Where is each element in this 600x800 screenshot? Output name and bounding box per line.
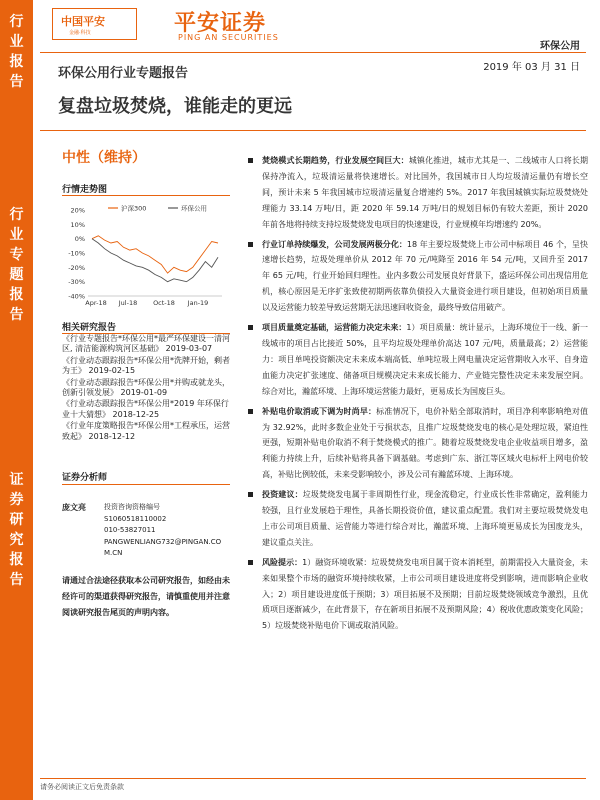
analyst-detail-line: 010-53827011	[104, 526, 156, 534]
analyst-detail-line: PANGWENLIANG732@PINGAN.CO	[104, 537, 222, 546]
bullet-icon	[248, 242, 253, 247]
y-tick-label: 10%	[70, 220, 85, 229]
x-tick-label: Oct-18	[153, 299, 175, 307]
bullet-icon	[248, 409, 253, 414]
body-paragraph	[248, 487, 588, 551]
side-char: 报	[9, 552, 24, 568]
report-body	[248, 153, 588, 638]
paragraph-lead: 焚烧模式长期趋势，行业发展空间巨大：	[262, 156, 409, 165]
related-report-item: 《行业专题报告*环保公用*最严环保建设一清河区, 清洁能源构筑河区基础》 2019-03-07	[62, 334, 230, 354]
paragraph-lead: 项目质量奠定基础，运营能力决定未来：	[262, 323, 407, 333]
paragraph-lead: 补贴电价取消或下调为时尚早：	[262, 406, 377, 416]
side-char: 报	[9, 54, 24, 70]
related-reports-label: 相关研究报告	[62, 323, 117, 333]
report-date: 2019 年 03 月 31 日	[483, 62, 580, 73]
analyst-rule	[62, 484, 230, 485]
side-char: 题	[9, 267, 24, 283]
paragraph-lead: 风险提示：	[262, 557, 303, 567]
related-report-item: 《行业年度策略报告*环保公用*工程承压，运营致起》 2018-12-12	[62, 421, 230, 441]
analyst-details	[104, 502, 244, 560]
bullet-icon	[248, 325, 253, 330]
paragraph-text: 18 年主要垃圾焚烧上市公司中标项目 46 个，呈快速增长趋势，垃圾处理单价从 2012 年 70 元/吨降至 2016 年 54 元/吨，又回升至 2017 年 65 元/吨，行业开始回归理性。业内多数公司发展良好背景下，盛运环保公司出现信用危机，核心原因是无序扩张致使初期两依靠负债投入大量资金进行项目建设，但初始项目质量以及运营能力较差导致运营期无法迅速回收资金，最终导致信用破产。	[262, 239, 588, 313]
header-rule	[40, 52, 586, 53]
y-tick-label: -20%	[68, 263, 85, 272]
side-label-topic-report	[0, 205, 33, 325]
pingan-logo-badge	[52, 8, 137, 40]
side-char: 报	[9, 287, 24, 303]
side-char: 业	[9, 227, 24, 243]
page-title: 复盘垃圾焚烧，谁能走的更远	[58, 96, 292, 117]
paragraph-text: 1）融资环境收紧：垃圾焚烧发电项目属于资本消耗型，前期需投入大量资金，未来如果整个市场的融资环境持续收紧，上市公司项目建设进度将受到影响，进而影响企业收入；2）项目建设进度低于预期；3）项目拓展不及预期；目前垃圾焚烧领域竞争激烈，且优质项目逐渐减少，在此背景下，存在新项目拓展不及预期风险；4）税收优惠政策变化风险；5）垃圾焚烧补贴电价下调或取消风险。	[262, 557, 589, 631]
side-label-securities-research	[0, 470, 33, 590]
bullet-icon	[248, 492, 253, 497]
side-char: 证	[9, 472, 24, 488]
paragraph-text: 1）项目质量：统计显示，上海环境位于一线、新一线城市的项目占比接近 50%，且平均垃圾处理单价高达 107 元/吨，质量最高；2）运营能力：项目单吨投资额决定未来成本端高低、单吨垃圾上网电量决定运营期收入水平、自身造血能力决定扩张速度、储备项目规模决定未来成长能力、产业链完整性决定未来发展空间。综合对比，瀚蓝环境、上海环境运营能力最好，更易成长为国废巨头。	[262, 323, 588, 396]
analyst-label: 证券分析师	[62, 473, 108, 483]
side-char: 究	[9, 532, 24, 548]
industry-label: 环保公用	[540, 41, 580, 52]
legend-label: 沪深300	[121, 204, 147, 213]
paragraph-text: 城镇化推进，城市尤其是一、二线城市人口将长期保持净流入，垃圾清运量将快速增长。对比国外，我国城市日人均垃圾清运量仍有增长空间，预计未来 5 年我国城市垃圾清运量复合增速约 5%。2017 年我国城镇实际垃圾焚烧处理能力 33.14 万吨/日，距 2020 年 59.14 万吨/日的规划目标仍有较大差距，预计 2020 年前各地将持续支持垃圾焚烧发电项目的快速建设，行业规模年均增速约 20%。	[262, 156, 589, 229]
y-tick-label: 0%	[74, 235, 85, 244]
side-char: 行	[9, 14, 24, 30]
related-report-item: 《行业动态跟踪报告*环保公用*洗牌开始，剩者为王》 2019-02-15	[62, 355, 230, 376]
legend-label: 环保公用	[181, 204, 207, 213]
body-paragraph	[248, 320, 588, 400]
y-tick-label: 20%	[70, 206, 85, 215]
bullet-icon	[248, 158, 253, 163]
side-char: 告	[9, 572, 24, 588]
body-paragraph	[248, 555, 588, 635]
analyst-detail-line: S1060518110002	[104, 514, 167, 523]
y-tick-label: -10%	[68, 249, 85, 258]
paragraph-lead: 投资建议：	[262, 490, 303, 500]
side-disclaimer: 请通过合法途径获取本公司研究报告，如经由未经许可的渠道获得研究报告，请慎重使用并注意阅读研究报告尾页的声明内容。	[62, 576, 230, 617]
footer-rule	[40, 778, 586, 779]
side-char: 行	[9, 207, 24, 223]
brand-name-cn: 平安证券	[174, 11, 267, 36]
analyst-name: 庞文亮	[62, 503, 86, 512]
series-line-0	[92, 236, 218, 273]
logo-badge-subtext: 金融·科技	[69, 30, 91, 36]
rating-badge: 中性（维持）	[62, 150, 146, 166]
title-rule	[40, 130, 586, 131]
analyst-detail-line: 投资咨询资格编号	[104, 503, 160, 511]
side-label-industry-report	[0, 12, 33, 92]
related-reports-list	[62, 334, 234, 443]
trend-chart	[62, 204, 232, 314]
side-char: 专	[9, 247, 24, 263]
bullet-icon	[248, 560, 253, 565]
paragraph-text: 标准情况下，电价补贴全部取消时，项目净利率影响绝对值为 32.92%，此时多数企业处于亏损状态，且推广垃圾焚烧发电的核心是处理垃圾，紧迫性更强，短期补贴电价取消不利于焚烧模式的推广。随着垃圾焚烧发电企业收益项目增多，盈利能力持续上升，后续补贴将具备下调基础。考虑到广东、浙江等区域火电标杆上网电价较高，补贴比例较低，未来受影响较小，涉及公司有瀚蓝环境、上海环境。	[262, 406, 588, 480]
side-banner	[0, 0, 33, 800]
y-tick-label: -30%	[68, 278, 85, 287]
footer-disclaimer: 请务必阅读正文后免责条款	[40, 783, 124, 791]
side-char: 业	[9, 34, 24, 50]
body-paragraph	[248, 153, 588, 233]
y-tick-label: -40%	[68, 292, 85, 301]
side-char: 告	[9, 74, 24, 90]
related-report-item: 《行业动态跟踪报告*环保公用*并购或就龙头，创新引领发展》 2019-01-09	[62, 377, 230, 398]
x-tick-label: Jan-19	[187, 299, 209, 307]
trend-chart-label: 行情走势图	[62, 185, 108, 195]
side-char: 告	[9, 307, 24, 323]
x-tick-label: Apr-18	[85, 299, 107, 307]
side-char: 券	[9, 492, 24, 508]
logo-badge-text: 中国平安	[61, 15, 105, 28]
trend-chart-rule	[62, 195, 230, 196]
related-report-item: 《行业动态跟踪报告*环保公用*2019 年环保行业十大猜想》 2018-12-25	[62, 399, 229, 419]
paragraph-text: 垃圾焚烧发电属于非周期性行业，现金流稳定，行业成长性非常确定，盈利能力较强，且行业发展趋于理性，具备长期投资价值，建议重点配置。我们对主要垃圾焚烧发电上市公司项目质量、运营能力等进行综合对比，瀚蓝环境、上海环境更易成长为国废龙头，建议重点关注。	[262, 490, 589, 547]
body-paragraph	[248, 404, 588, 484]
paragraph-lead: 行业订单持续爆发，公司发展两极分化：	[262, 239, 407, 249]
side-char: 研	[9, 512, 24, 528]
brand-name-en: PING AN SECURITIES	[178, 33, 279, 42]
x-tick-label: Jul-18	[118, 299, 138, 307]
analyst-detail-line: M.CN	[104, 549, 123, 557]
body-paragraph	[248, 237, 588, 317]
report-type: 环保公用行业专题报告	[58, 66, 189, 81]
